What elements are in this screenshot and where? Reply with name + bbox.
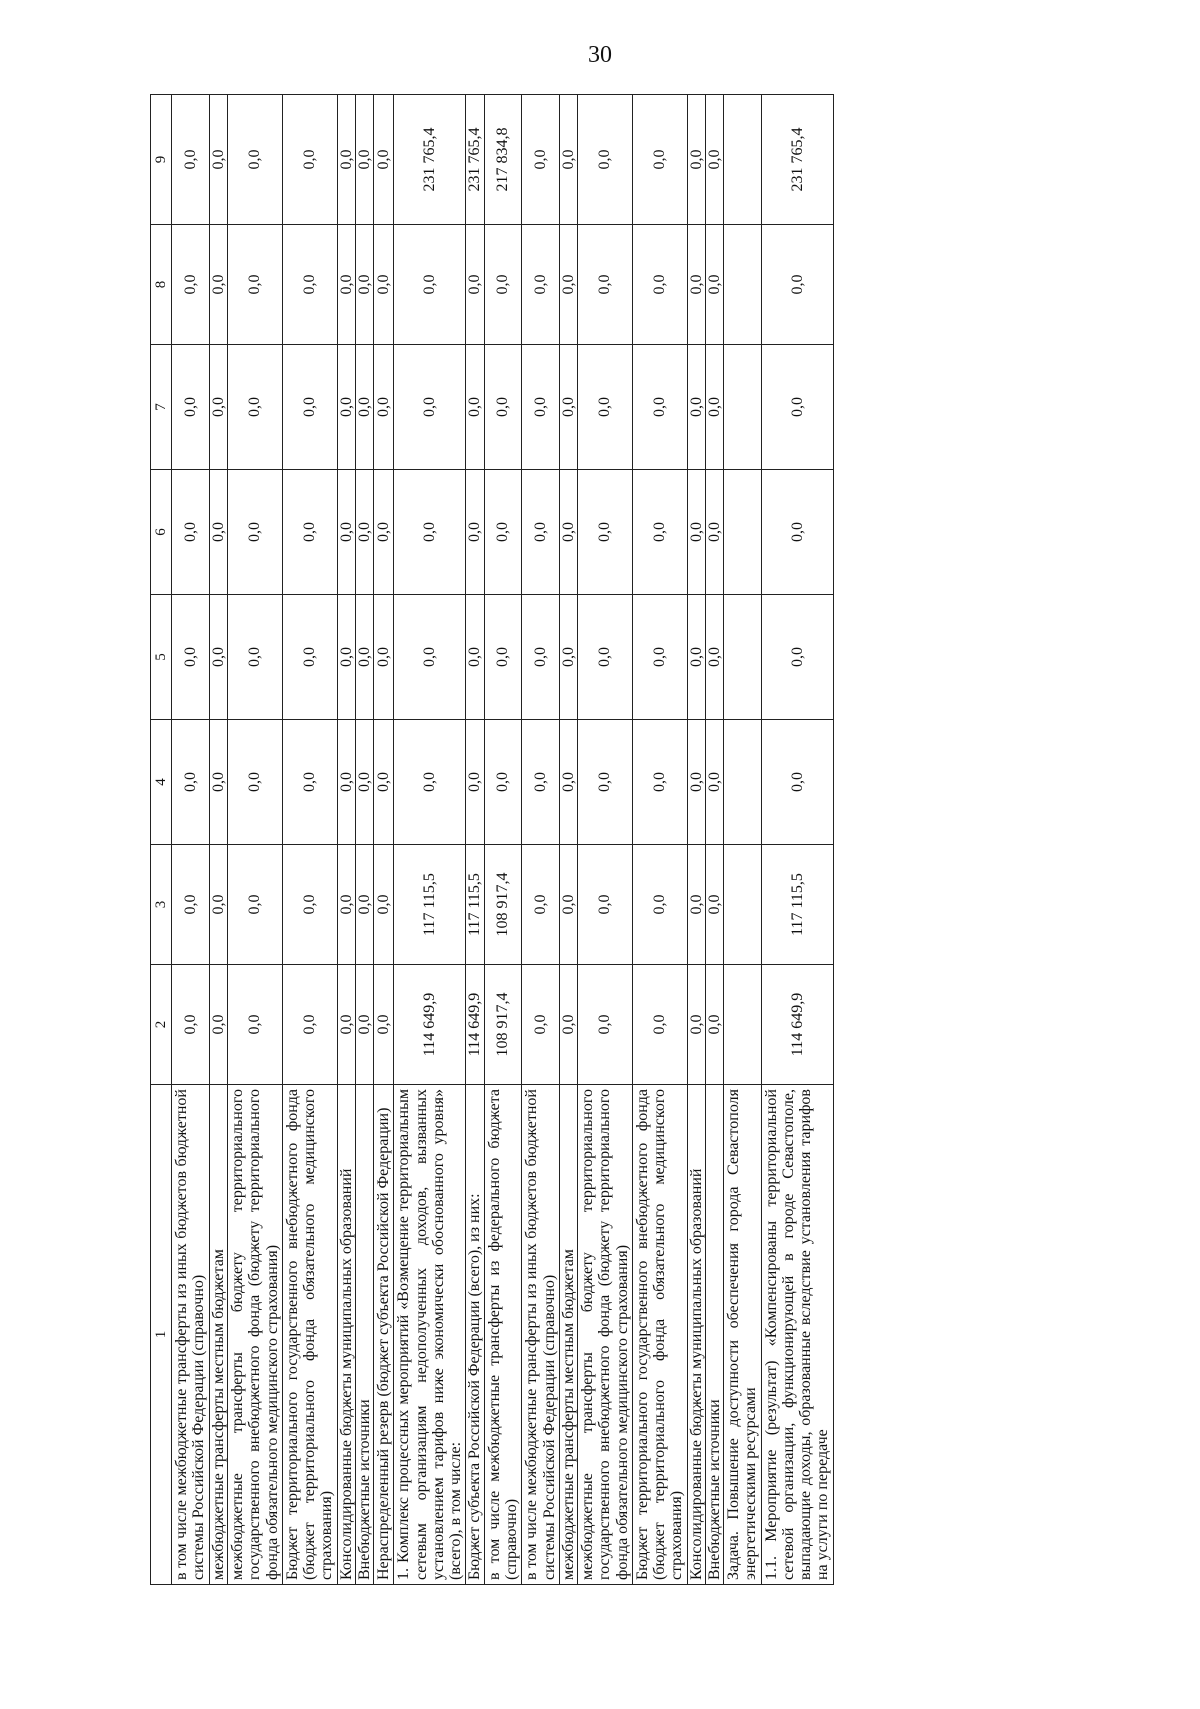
page-number: 30 (588, 42, 612, 68)
row-value: 0,0 (687, 470, 705, 595)
row-value: 0,0 (705, 845, 723, 965)
table-row (687, 95, 705, 1585)
row-value: 0,0 (578, 720, 633, 845)
row-value: 0,0 (705, 470, 723, 595)
row-value: 0,0 (227, 595, 282, 720)
row-value: 0,0 (687, 845, 705, 965)
row-value: 0,0 (337, 965, 355, 1085)
row-value: 0,0 (282, 225, 337, 345)
row-value: 0,0 (578, 95, 633, 225)
row-value: 0,0 (227, 345, 282, 470)
row-value: 0,0 (394, 225, 466, 345)
row-value: 231 765,4 (394, 95, 466, 225)
table-row (632, 95, 687, 1585)
rotated-table-container (150, 95, 1050, 1585)
row-label: Консолидированные бюджеты муниципальных образований (337, 1085, 355, 1585)
row-label: в том числе межбюджетные трансферты из иных бюджетов бюджетной системы Российской Федерации (справочно) (172, 1085, 210, 1585)
row-value: 0,0 (484, 345, 522, 470)
row-value: 0,0 (282, 470, 337, 595)
row-value: 114 649,9 (466, 965, 484, 1085)
row-value: 231 765,4 (466, 95, 484, 225)
row-value: 0,0 (374, 225, 394, 345)
row-value: 0,0 (282, 345, 337, 470)
row-value: 0,0 (705, 225, 723, 345)
column-header: 8 (151, 225, 172, 345)
row-value: 217 834,8 (484, 95, 522, 225)
row-value: 0,0 (522, 845, 560, 965)
row-value: 0,0 (522, 720, 560, 845)
row-value: 0,0 (394, 345, 466, 470)
row-value: 0,0 (209, 95, 227, 225)
row-value: 0,0 (559, 965, 577, 1085)
row-value: 0,0 (466, 470, 484, 595)
row-label: межбюджетные трансферты бюджету территориального государственного внебюджетного фонда (бюджету территориального фонда обязательного медицинского страхования) (578, 1085, 633, 1585)
row-value: 0,0 (632, 95, 687, 225)
row-value: 0,0 (466, 225, 484, 345)
row-value: 0,0 (337, 95, 355, 225)
row-value: 0,0 (227, 95, 282, 225)
row-value: 114 649,9 (761, 965, 833, 1085)
row-value: 0,0 (559, 95, 577, 225)
column-header: 4 (151, 720, 172, 845)
row-value: 0,0 (687, 720, 705, 845)
row-value: 0,0 (209, 845, 227, 965)
table-row (466, 95, 484, 1585)
table-row (522, 95, 560, 1585)
row-label: межбюджетные трансферты местным бюджетам (559, 1085, 577, 1585)
column-header: 7 (151, 345, 172, 470)
row-value (724, 720, 762, 845)
table-row (227, 95, 282, 1585)
row-value: 0,0 (172, 470, 210, 595)
row-value: 0,0 (466, 345, 484, 470)
table-row (209, 95, 227, 1585)
row-value: 0,0 (172, 845, 210, 965)
row-value: 0,0 (578, 595, 633, 720)
row-value: 0,0 (227, 470, 282, 595)
row-label: Внебюджетные источники (705, 1085, 723, 1585)
row-label: 1.1. Мероприятие (результат) «Компенсированы территориальной сетевой организации, функционирующей в городе Севастополе, выпадающие доходы, образованные вследствие установления тарифов на услуги по передаче (761, 1085, 833, 1585)
row-value: 0,0 (761, 720, 833, 845)
row-value: 0,0 (632, 595, 687, 720)
row-value: 0,0 (337, 345, 355, 470)
row-value: 0,0 (578, 345, 633, 470)
row-value: 0,0 (761, 345, 833, 470)
row-value: 0,0 (355, 965, 373, 1085)
row-value: 0,0 (705, 345, 723, 470)
row-value: 0,0 (632, 965, 687, 1085)
row-value: 0,0 (394, 720, 466, 845)
row-value: 0,0 (466, 595, 484, 720)
row-value: 0,0 (578, 965, 633, 1085)
row-value: 0,0 (374, 95, 394, 225)
table-row (394, 95, 466, 1585)
row-value: 0,0 (632, 225, 687, 345)
row-value: 0,0 (282, 95, 337, 225)
row-value: 0,0 (522, 965, 560, 1085)
row-value: 108 917,4 (484, 965, 522, 1085)
table-row (374, 95, 394, 1585)
row-value: 0,0 (559, 345, 577, 470)
row-value: 0,0 (172, 965, 210, 1085)
row-value: 0,0 (355, 345, 373, 470)
row-label: Бюджет территориального государственного внебюджетного фонда (бюджет территориального фонда обязательного медицинского страхования) (632, 1085, 687, 1585)
column-header: 5 (151, 595, 172, 720)
row-value: 0,0 (355, 720, 373, 845)
row-value: 0,0 (687, 595, 705, 720)
row-value (724, 470, 762, 595)
row-value: 0,0 (578, 470, 633, 595)
row-value: 0,0 (578, 225, 633, 345)
row-value: 0,0 (374, 345, 394, 470)
table-header-row (151, 95, 172, 1585)
row-value: 0,0 (484, 720, 522, 845)
row-value: 0,0 (209, 470, 227, 595)
row-value (724, 845, 762, 965)
table-row (172, 95, 210, 1585)
row-value: 231 765,4 (761, 95, 833, 225)
row-label: в том числе межбюджетные трансферты из федерального бюджета (справочно) (484, 1085, 522, 1585)
column-header: 3 (151, 845, 172, 965)
row-value: 0,0 (374, 720, 394, 845)
row-value: 0,0 (227, 720, 282, 845)
row-label: межбюджетные трансферты местным бюджетам (209, 1085, 227, 1585)
row-value: 0,0 (484, 225, 522, 345)
row-label: межбюджетные трансферты бюджету территориального государственного внебюджетного фонда (бюджету территориального фонда обязательного медицинского страхования) (227, 1085, 282, 1585)
row-value: 0,0 (227, 845, 282, 965)
row-value: 0,0 (172, 95, 210, 225)
row-value: 0,0 (687, 965, 705, 1085)
row-value: 0,0 (522, 225, 560, 345)
row-value: 0,0 (761, 470, 833, 595)
row-value: 117 115,5 (761, 845, 833, 965)
row-value (724, 345, 762, 470)
table-row (761, 95, 833, 1585)
row-value: 0,0 (172, 595, 210, 720)
row-value: 0,0 (337, 225, 355, 345)
row-value: 0,0 (484, 470, 522, 595)
row-label: 1. Комплекс процессных мероприятий «Возмещение территориальным сетевым организациям недополученных доходов, вызванных установлением тарифов ниже экономически обоснованного уровня» (всего), в том числе: (394, 1085, 466, 1585)
row-value: 0,0 (484, 595, 522, 720)
table-row (484, 95, 522, 1585)
row-value: 0,0 (466, 720, 484, 845)
row-value: 0,0 (209, 595, 227, 720)
row-value: 0,0 (559, 470, 577, 595)
column-header: 1 (151, 1085, 172, 1585)
column-header: 2 (151, 965, 172, 1085)
row-value: 0,0 (559, 225, 577, 345)
row-value: 0,0 (337, 720, 355, 845)
table-row (337, 95, 355, 1585)
row-value: 0,0 (355, 595, 373, 720)
row-value: 0,0 (355, 845, 373, 965)
table-row (282, 95, 337, 1585)
row-value: 0,0 (355, 470, 373, 595)
row-value: 0,0 (687, 95, 705, 225)
row-value: 0,0 (705, 720, 723, 845)
row-value (724, 225, 762, 345)
row-value: 0,0 (578, 845, 633, 965)
row-value: 0,0 (632, 845, 687, 965)
row-value: 0,0 (559, 595, 577, 720)
row-value: 0,0 (209, 720, 227, 845)
row-label: Консолидированные бюджеты муниципальных образований (687, 1085, 705, 1585)
row-value: 0,0 (355, 95, 373, 225)
row-value: 0,0 (632, 720, 687, 845)
row-value: 0,0 (705, 595, 723, 720)
budget-table (150, 94, 834, 1585)
row-value: 0,0 (761, 225, 833, 345)
row-value: 0,0 (522, 95, 560, 225)
table-row (559, 95, 577, 1585)
row-value: 0,0 (394, 595, 466, 720)
row-value: 0,0 (394, 470, 466, 595)
row-value: 114 649,9 (394, 965, 466, 1085)
row-value: 0,0 (559, 845, 577, 965)
row-value: 0,0 (705, 965, 723, 1085)
row-label: в том числе межбюджетные трансферты из иных бюджетов бюджетной системы Российской Федерации (справочно) (522, 1085, 560, 1585)
row-value: 0,0 (282, 965, 337, 1085)
row-value: 0,0 (282, 720, 337, 845)
row-value (724, 595, 762, 720)
column-header: 6 (151, 470, 172, 595)
row-value: 0,0 (374, 595, 394, 720)
row-value: 0,0 (337, 470, 355, 595)
row-value: 0,0 (374, 965, 394, 1085)
row-value: 0,0 (705, 95, 723, 225)
row-label: Бюджет территориального государственного внебюджетного фонда (бюджет территориального фонда обязательного медицинского страхования) (282, 1085, 337, 1585)
row-value: 0,0 (209, 225, 227, 345)
row-label: Бюджет субъекта Российской Федерации (всего), из них: (466, 1085, 484, 1585)
row-value: 0,0 (687, 225, 705, 345)
row-value: 0,0 (522, 345, 560, 470)
row-label: Задача. Повышение доступности обеспечения города Севастополя энергетическими ресурсами (724, 1085, 762, 1585)
row-value: 117 115,5 (394, 845, 466, 965)
row-value: 0,0 (761, 595, 833, 720)
row-value: 0,0 (522, 595, 560, 720)
row-value (724, 95, 762, 225)
row-value (724, 965, 762, 1085)
table-row (724, 95, 762, 1585)
table-row (578, 95, 633, 1585)
row-value: 0,0 (632, 345, 687, 470)
row-value: 0,0 (172, 225, 210, 345)
row-value: 117 115,5 (466, 845, 484, 965)
table-row (705, 95, 723, 1585)
row-value: 0,0 (374, 845, 394, 965)
row-label: Нераспределенный резерв (бюджет субъекта Российской Федерации) (374, 1085, 394, 1585)
row-value: 0,0 (355, 225, 373, 345)
table-row (355, 95, 373, 1585)
row-value: 0,0 (522, 470, 560, 595)
row-label: Внебюджетные источники (355, 1085, 373, 1585)
row-value: 0,0 (172, 345, 210, 470)
row-value: 0,0 (687, 345, 705, 470)
row-value: 0,0 (337, 845, 355, 965)
row-value: 0,0 (282, 845, 337, 965)
row-value: 0,0 (374, 470, 394, 595)
column-header: 9 (151, 95, 172, 225)
row-value: 0,0 (172, 720, 210, 845)
row-value: 0,0 (559, 720, 577, 845)
row-value: 0,0 (227, 965, 282, 1085)
row-value: 0,0 (227, 225, 282, 345)
row-value: 0,0 (337, 595, 355, 720)
row-value: 0,0 (282, 595, 337, 720)
row-value: 0,0 (209, 965, 227, 1085)
row-value: 108 917,4 (484, 845, 522, 965)
row-value: 0,0 (209, 345, 227, 470)
row-value: 0,0 (632, 470, 687, 595)
